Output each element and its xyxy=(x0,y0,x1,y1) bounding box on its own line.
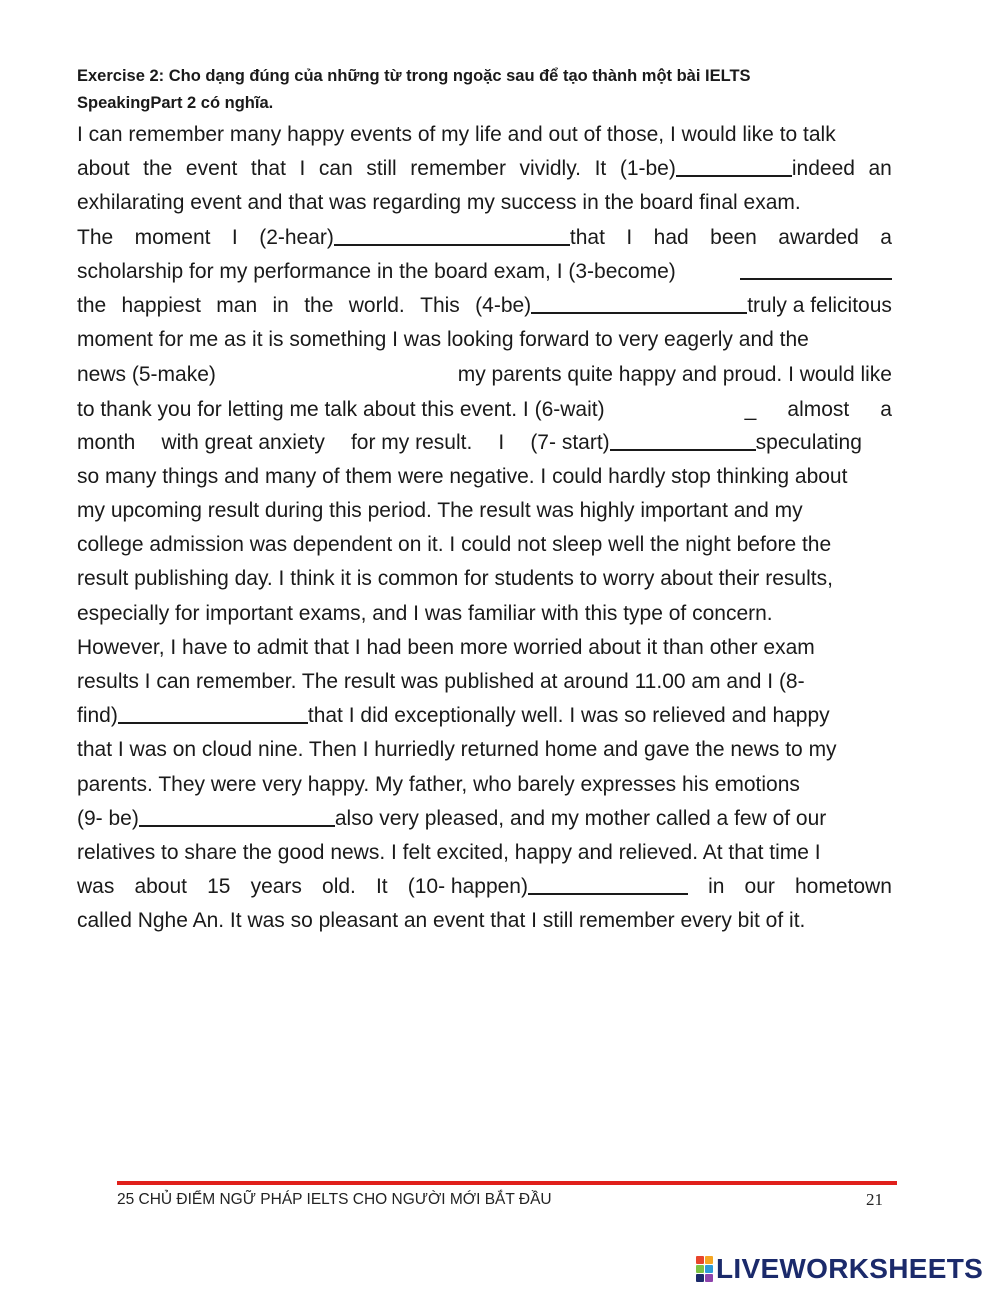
answer-blank-5[interactable] xyxy=(247,357,427,381)
passage-line-5: scholarship for my performance in the board exam, I (3-become) xyxy=(77,255,892,289)
passage-line-10: month with great anxiety for my result. I (7- start) speculating xyxy=(77,430,862,454)
passage-line-14: result publishing day. I think it is common for students to worry about their results, xyxy=(77,567,833,591)
passage-line-22: relatives to share the good news. I felt excited, happy and relieved. At that time I xyxy=(77,840,821,864)
answer-blank-2[interactable] xyxy=(334,224,570,246)
passage-line-20: parents. They were very happy. My father, who barely expresses his emotions xyxy=(77,772,800,796)
passage-line-24: called Nghe An. It was so pleasant an event that I still remember every bit of it. xyxy=(77,909,806,933)
answer-blank-9[interactable] xyxy=(139,805,335,827)
footer-book-title: 25 CHỦ ĐIỂM NGỮ PHÁP IELTS CHO NGƯỜI MỚI BẮT ĐẦU xyxy=(117,1191,552,1208)
passage-line-12: my upcoming result during this period. The result was highly important and my xyxy=(77,499,803,523)
passage-line-17: results I can remember. The result was published at around 11.00 am and I (8- xyxy=(77,670,805,693)
passage-line-18: find) that I did exceptionally well. I was so relieved and happy xyxy=(77,704,830,728)
passage-line-15: especially for important exams, and I was familiar with this type of concern. xyxy=(77,601,773,625)
passage-line-11: so many things and many of them were negative. I could hardly stop thinking about xyxy=(77,464,848,488)
passage-line-9: to thank you for letting me talk about this event. I (6-wait) _ almost a xyxy=(77,392,892,426)
passage-line-4: The moment I (2-hear) that I had been awarded a xyxy=(77,225,892,249)
exercise-title-line-1: Exercise 2: Cho dạng đúng của những từ trong ngoặc sau để tạo thành một bài IELTS xyxy=(77,67,751,85)
passage-line-1: I can remember many happy events of my life and out of those, I would like to talk xyxy=(77,123,836,146)
passage xyxy=(77,118,892,939)
answer-blank-8[interactable] xyxy=(118,702,308,724)
liveworksheets-logo[interactable] xyxy=(696,1253,983,1285)
answer-blank-1[interactable] xyxy=(676,155,792,177)
answer-blank-4[interactable] xyxy=(531,292,747,314)
footer-divider xyxy=(117,1181,897,1185)
liveworksheets-logo-icon xyxy=(696,1256,713,1282)
exercise-title-line-2: SpeakingPart 2 có nghĩa. xyxy=(77,94,274,112)
passage-line-16: However, I have to admit that I had been more worried about it than other exam xyxy=(77,635,815,659)
passage-line-3: exhilarating event and that was regarding my success in the board final exam. xyxy=(77,191,801,215)
passage-line-23: was about 15 years old. It (10- happen) in our hometown xyxy=(77,875,892,899)
passage-line-2: about the event that I can still remember vividly. It (1-be) indeed an xyxy=(77,157,892,181)
answer-blank-6[interactable] xyxy=(636,392,714,416)
passage-line-13: college admission was dependent on it. I could not sleep well the night before the xyxy=(77,533,832,557)
passage-line-21: (9- be) also very pleased, and my mother called a few of our xyxy=(77,806,827,830)
passage-line-7: moment for me as it is something I was looking forward to very eagerly and the xyxy=(77,328,809,352)
passage-line-19: that I was on cloud nine. Then I hurriedly returned home and gave the news to my xyxy=(77,738,837,762)
passage-line-8: news (5-make) my parents quite happy and proud. I would like xyxy=(77,357,892,391)
exercise-heading xyxy=(77,63,897,117)
answer-blank-7[interactable] xyxy=(610,429,756,451)
answer-blank-10[interactable] xyxy=(528,873,688,895)
liveworksheets-logo-text: LIVEWORKSHEETS xyxy=(716,1253,984,1284)
answer-blank-3[interactable] xyxy=(740,258,892,280)
passage-line-6: the happiest man in the world. This (4-be) truly a felicitous xyxy=(77,293,892,317)
page-number: 21 xyxy=(866,1190,883,1209)
